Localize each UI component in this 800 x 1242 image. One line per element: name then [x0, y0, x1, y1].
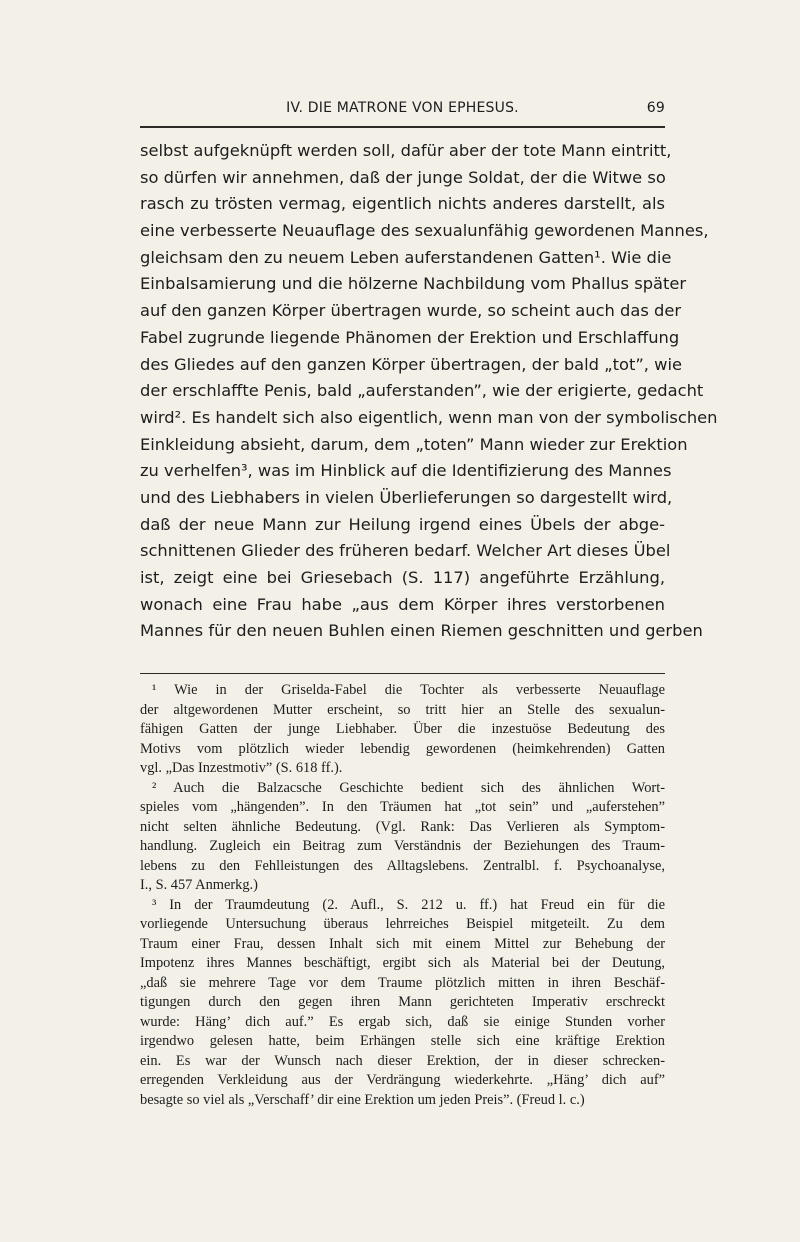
text-line: rasch zu trösten vermag, eigentlich nichts anderes darstellt, als — [140, 194, 665, 214]
footnote-rule — [140, 673, 665, 674]
text-line: des Gliedes auf den ganzen Körper übertragen, der bald „tot”, wie — [140, 354, 682, 374]
text-line: zu verhelfen³, was im Hinblick auf die Identifizierung des Mannes — [140, 461, 672, 481]
footnote-3-line: vorliegende Untersuchung überaus lehrreiches Beispiel mitgeteilt. Zu dem — [140, 916, 665, 932]
footnote-3-line: besagte so viel als „Verschaff’ dir eine Erektion um jeden Preis”. (Freud l. c.) — [140, 1091, 585, 1108]
footnote-2-line: spieles vom „hängenden”. In den Träumen hat „tot sein” und „auferstehen” — [140, 799, 665, 815]
header-rule — [140, 126, 665, 128]
text-line: Einkleidung absieht, darum, dem „toten” Mann wieder zur Erektion — [140, 434, 688, 454]
footnote-1-line: ¹ Wie in der Griselda-Fabel die Tochter als verbesserte Neuauflage — [152, 682, 665, 698]
footnote-3-line: „daß sie mehrere Tage vor dem Traume plötzlich mitten in ihren Beschäf- — [140, 974, 665, 991]
running-title: IV. DIE MATRONE VON EPHESUS. — [286, 100, 519, 116]
footnote-1-line: fähigen Gatten der junge Liebhaber. Über die inzestuöse Bedeutung des — [140, 721, 665, 737]
main-text — [140, 138, 718, 645]
footnote-2-line: nicht selten ähnliche Bedeutung. (Vgl. Rank: Das Verlieren als Symptom- — [140, 818, 665, 835]
text-line: auf den ganzen Körper übertragen wurde, so scheint auch das der — [140, 301, 682, 321]
text-line: und des Liebhabers in vielen Überlieferungen so dargestellt wird, — [140, 487, 673, 507]
footnote-3-line: wurde: Häng’ dich auf.” Es ergab sich, daß sie einige Stunden vorher — [140, 1013, 665, 1030]
text-line: der erschlaffte Penis, bald „auferstanden”, wie der erigierte, gedacht — [140, 381, 704, 401]
footnote-3-line: tigungen durch den gegen ihren Mann gerichteten Imperativ erschreckt — [140, 994, 665, 1010]
text-line: Mannes für den neuen Buhlen einen Riemen geschnitten und gerben — [140, 621, 703, 641]
text-line: wird². Es handelt sich also eigentlich, wenn man von der symbolischen — [140, 407, 718, 427]
text-line: ist, zeigt eine bei Griesebach (S. 117) angeführte Erzählung, — [140, 568, 665, 587]
text-line: selbst aufgeknüpft werden soll, dafür aber der tote Mann eintritt, — [140, 141, 672, 160]
text-line: so dürfen wir annehmen, daß der junge Soldat, der die Witwe so — [140, 167, 666, 187]
footnote-3-line: erregenden Verkleidung aus der Verdrängung wiederkehrte. „Häng’ dich auf” — [140, 1072, 665, 1088]
footnote-2-line: handlung. Zugleich ein Beitrag zum Verständnis der Beziehungen des Traum- — [140, 838, 665, 854]
text-line: wonach eine Frau habe „aus dem Körper ihres verstorbenen — [140, 594, 665, 614]
footnote-3-line: ³ In der Traumdeutung (2. Aufl., S. 212 u. ff.) hat Freud ein für die — [152, 896, 665, 913]
text-line: Einbalsamierung und die hölzerne Nachbildung vom Phallus später — [140, 274, 687, 294]
footnote-2-line: ² Auch die Balzacsche Geschichte bedient sich des ähnlichen Wort- — [152, 779, 665, 796]
footnote-3-line: ein. Es war der Wunsch nach dieser Erektion, der in dieser schrecken- — [140, 1052, 665, 1069]
footnote-1-line: der altgewordenen Mutter erscheint, so tritt hier an Stelle des sexualun- — [140, 701, 665, 718]
text-line: eine verbesserte Neuauflage des sexualunfähig gewordenen Mannes, — [140, 221, 709, 241]
text-line: gleichsam den zu neuem Leben auferstandenen Gatten¹. Wie die — [140, 247, 672, 267]
footnote-3-line: Traum einer Frau, dessen Inhalt sich mit einem Mittel zur Behebung der — [140, 935, 665, 952]
footnote-3-line: Impotenz ihres Mannes beschäftigt, ergibt sich als Material bei der Deutung, — [140, 955, 665, 971]
page-number: 69 — [646, 100, 665, 116]
footnote-3-line: irgendwo gelesen hatte, beim Erhängen stelle sich eine kräftige Erektion — [140, 1033, 665, 1049]
footnote-2-line: I., S. 457 Anmerkg.) — [140, 877, 258, 893]
text-line: daß der neue Mann zur Heilung irgend eines Übels der abge- — [140, 514, 665, 534]
footnote-2-line: lebens zu den Fehlleistungen des Alltagslebens. Zentralbl. f. Psychoanalyse, — [140, 857, 665, 874]
footnote-1-line: Motivs vom plötzlich wieder lebendig gewordenen (heimkehrenden) Gatten — [140, 740, 665, 757]
running-header — [140, 100, 665, 116]
text-line: schnittenen Glieder des früheren bedarf. Welcher Art dieses Übel — [140, 541, 671, 561]
footnote-1-line: vgl. „Das Inzestmotiv” (S. 618 ff.). — [140, 760, 343, 776]
text-line: Fabel zugrunde liegende Phänomen der Erektion und Erschlaffung — [140, 327, 680, 347]
footnotes — [140, 681, 665, 1110]
